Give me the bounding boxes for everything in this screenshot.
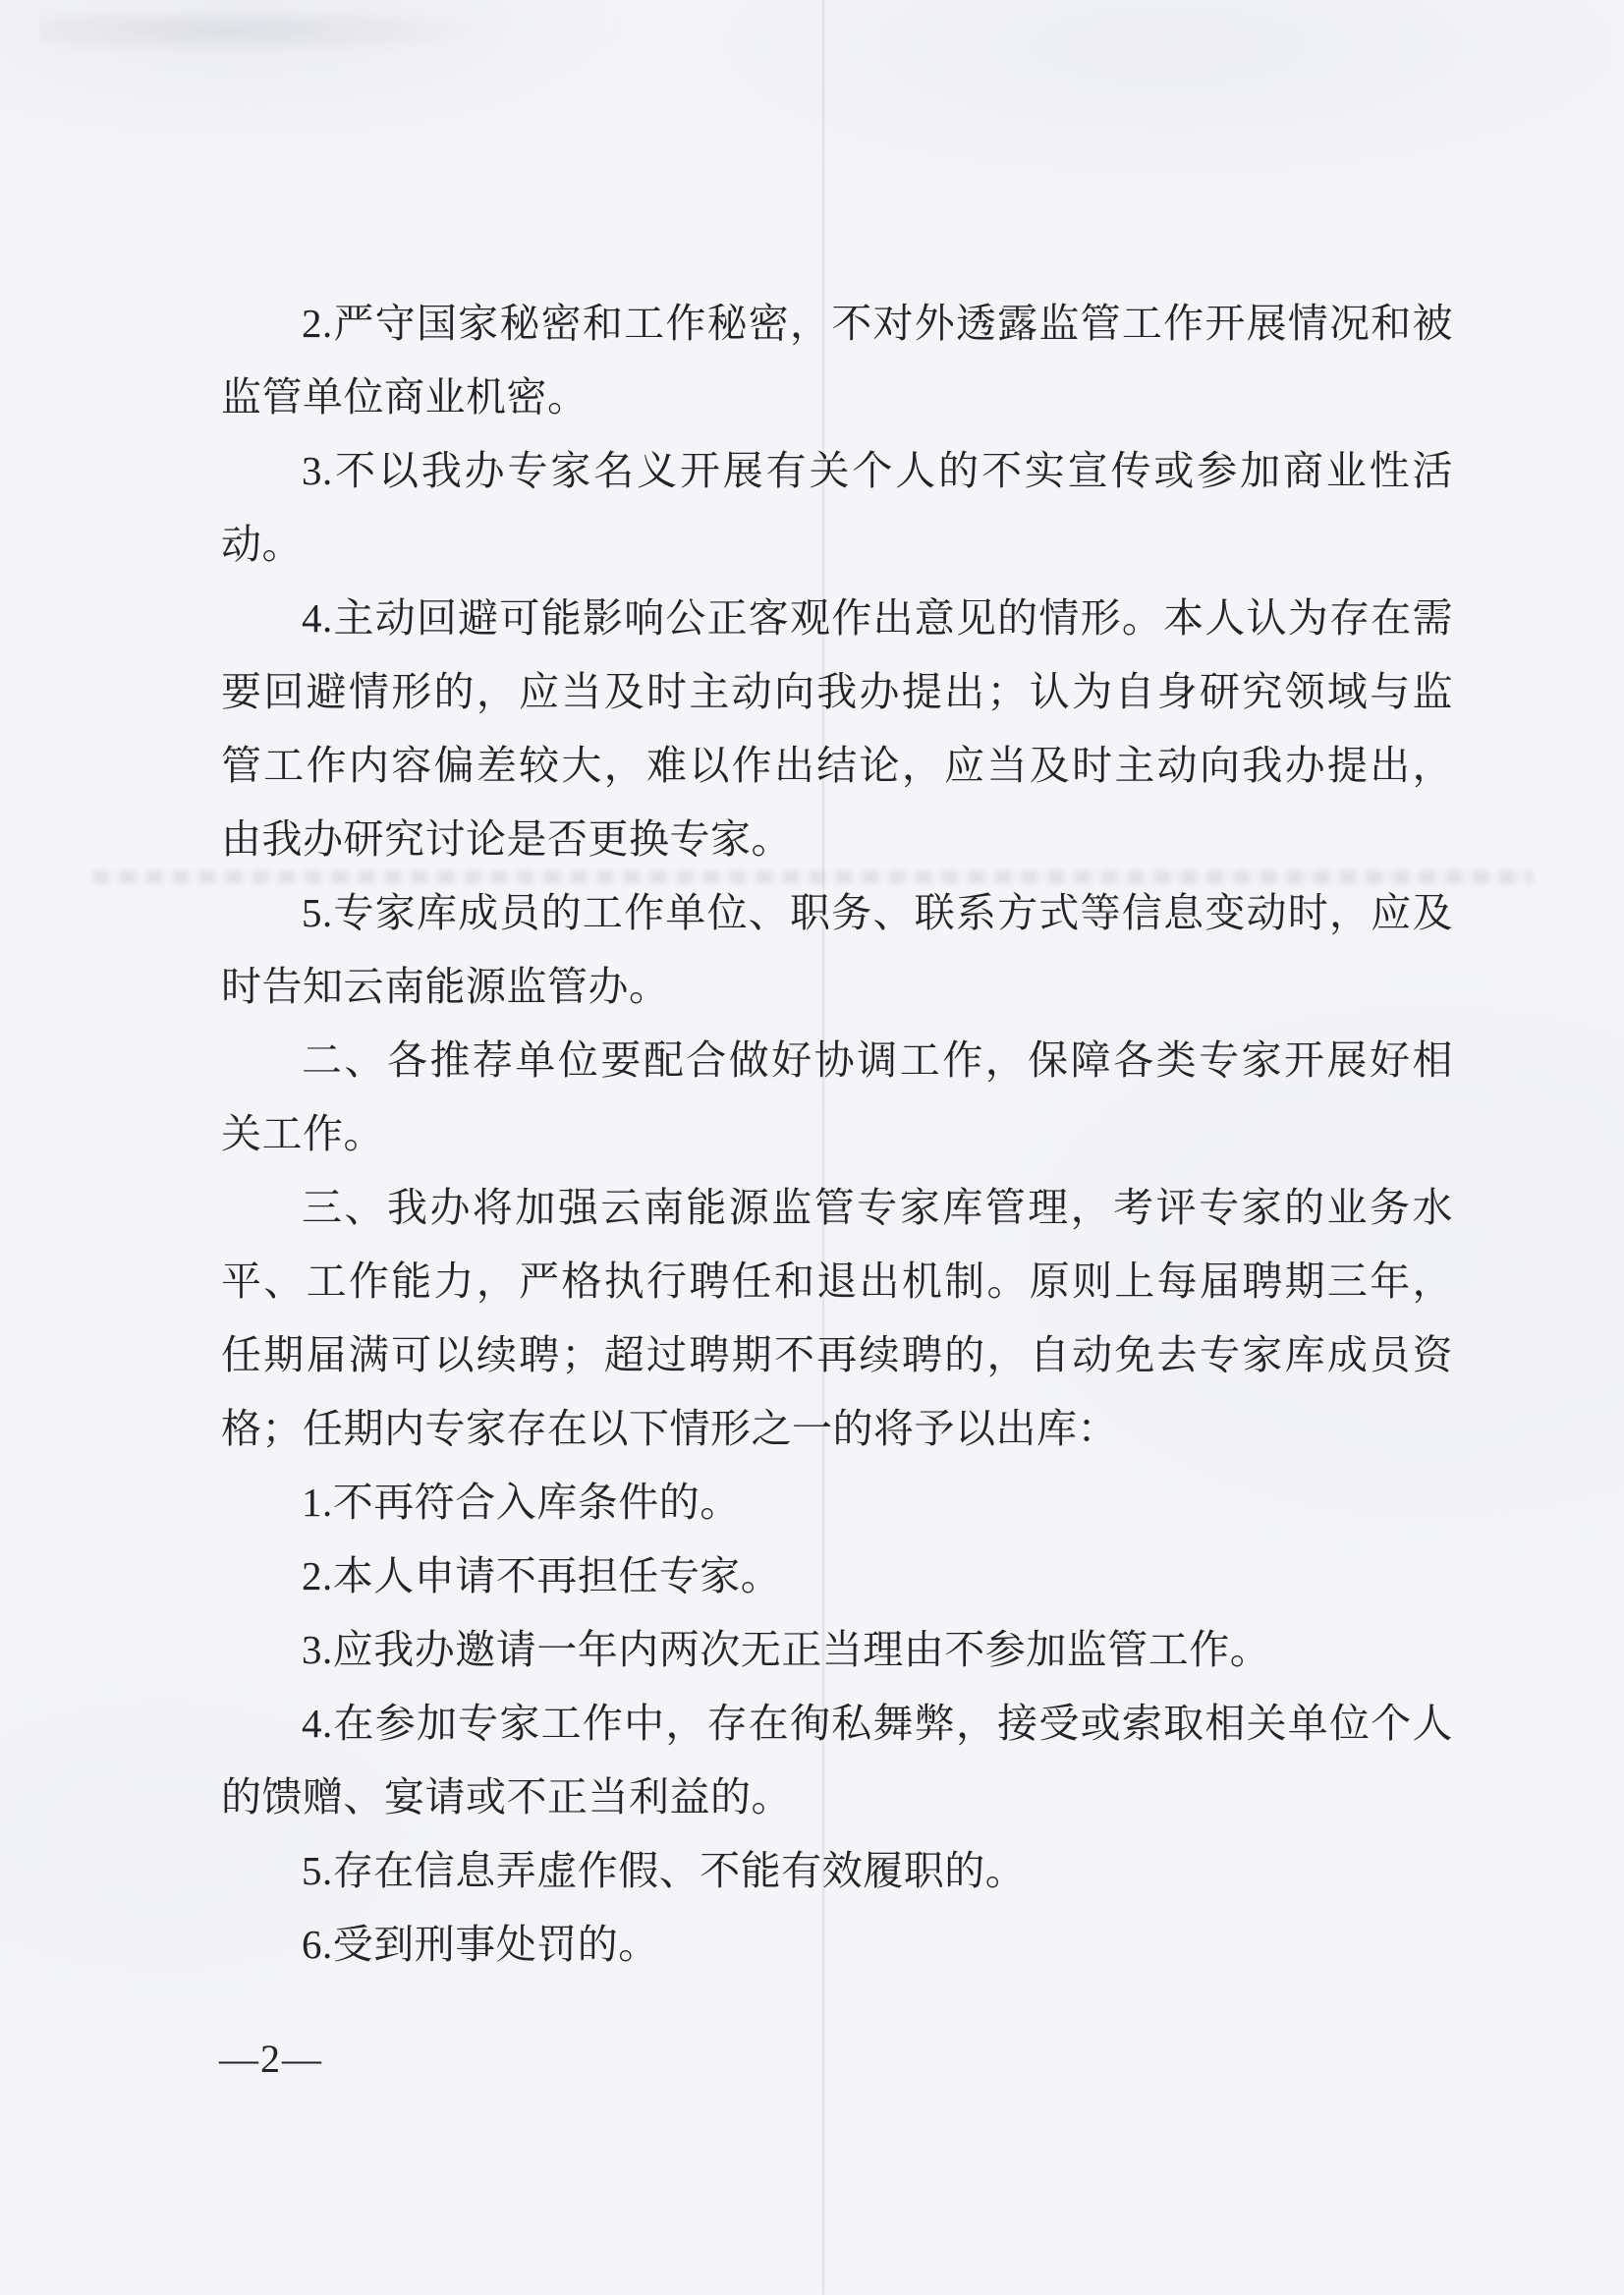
text-line: 关工作。	[221, 1111, 384, 1156]
text-line: 5.专家库成员的工作单位、职务、联系方式等信息变动时，应及	[302, 890, 1453, 935]
page-number: —2—	[219, 2037, 323, 2081]
text-line: 4.主动回避可能影响公正客观作出意见的情形。本人认为存在需	[302, 595, 1453, 641]
text-line: 的馈赠、宴请或不正当利益的。	[221, 1774, 792, 1819]
text-line: 5.存在信息弄虚作假、不能有效履职的。	[302, 1848, 1027, 1893]
text-line: 3.不以我办专家名义开展有关个人的不实宣传或参加商业性活	[302, 448, 1453, 493]
text-line: 平、工作能力，严格执行聘任和退出机制。原则上每届聘期三年，	[221, 1259, 1453, 1304]
text-line: 2.严守国家秘密和工作秘密，不对外透露监管工作开展情况和被	[302, 301, 1453, 346]
text-line: 要回避情形的，应当及时主动向我办提出；认为自身研究领域与监	[221, 669, 1453, 714]
text-line: 3.应我办邀请一年内两次无正当理由不参加监管工作。	[302, 1627, 1271, 1672]
text-line: 格；任期内专家存在以下情形之一的将予以出库：	[221, 1406, 1118, 1451]
text-line: 6.受到刑事处罚的。	[302, 1922, 659, 1967]
text-line: 由我办研究讨论是否更换专家。	[221, 816, 792, 862]
text-line: 动。	[221, 522, 303, 567]
text-line: 2.本人申请不再担任专家。	[302, 1553, 782, 1598]
text-line: 任期届满可以续聘；超过聘期不再续聘的，自动免去专家库成员资	[221, 1332, 1453, 1377]
text-line: 时告知云南能源监管办。	[221, 964, 670, 1009]
text-line: 管工作内容偏差较大，难以作出结论，应当及时主动向我办提出，	[221, 743, 1453, 788]
text-line: 4.在参加专家工作中，存在徇私舞弊，接受或索取相关单位个人	[302, 1701, 1453, 1746]
text-line: 监管单位商业机密。	[221, 374, 588, 420]
scan-smudge-top	[39, 14, 491, 55]
text-line: 三、我办将加强云南能源监管专家库管理，考评专家的业务水	[302, 1185, 1453, 1230]
text-line: 1.不再符合入库条件的。	[302, 1480, 741, 1525]
document-body	[221, 287, 1453, 1982]
text-line: 二、各推荐单位要配合做好协调工作，保障各类专家开展好相	[302, 1037, 1453, 1083]
